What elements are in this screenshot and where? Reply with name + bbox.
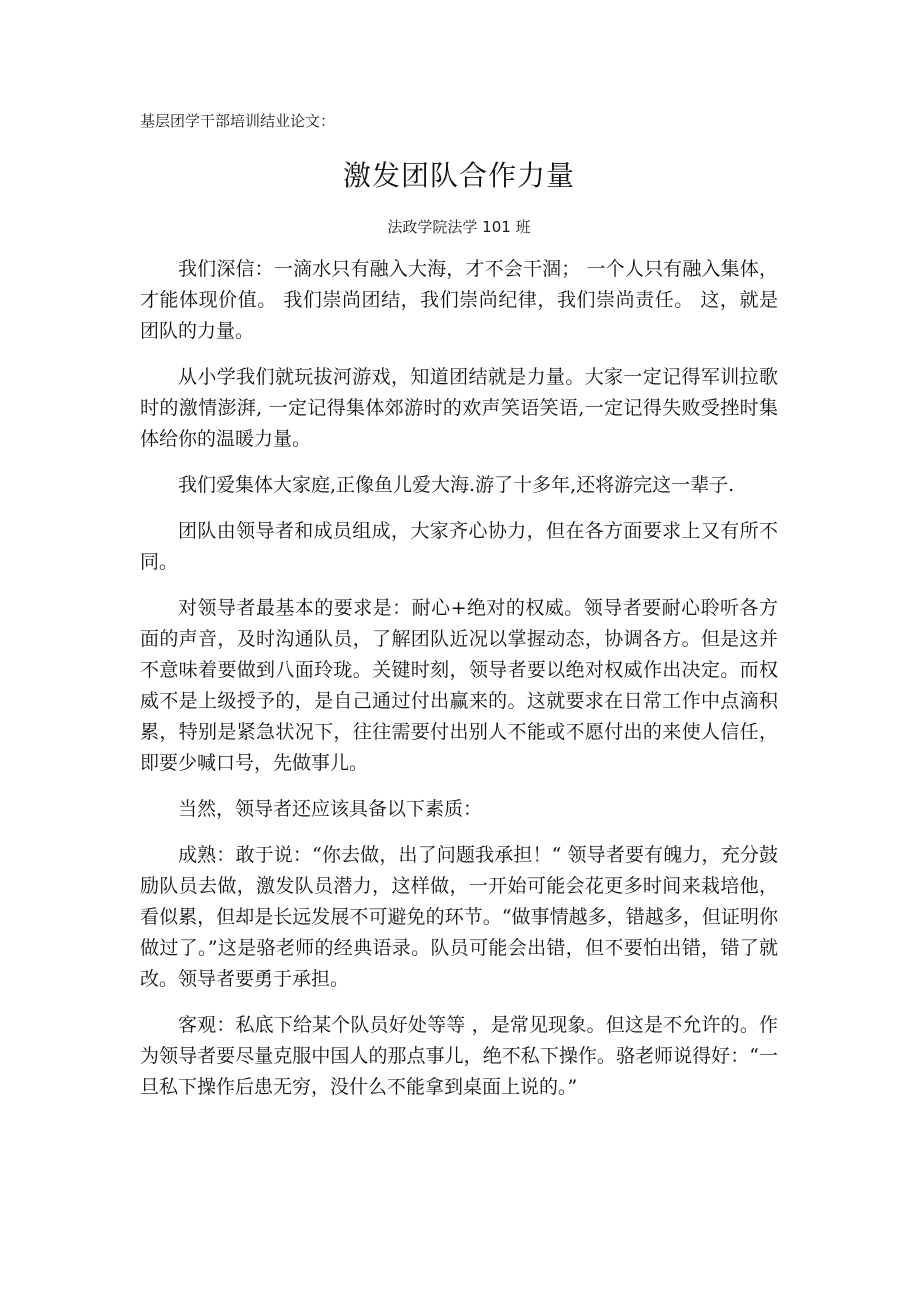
paragraph-2: 从小学我们就玩拔河游戏，知道团结就是力量。大家一定记得军训拉歌时的激情澎湃, 一定记得集体郊游时的欢声笑语笑语,一定记得失败受挫时集体给你的温暖力量。 [140,366,778,450]
paragraph-3: 我们爱集体大家庭,正像鱼儿爱大海.游了十多年,还将游完这一辈子. [178,474,735,496]
document-subtitle: 法政学院法学 101 班 [387,218,531,236]
document-title: 激发团队合作力量 [342,159,575,192]
paragraph-1: 我们深信：一滴水只有融入大海，才不会干涸； 一个人只有融入集体，才能体现价值。 我们崇尚团结，我们崇尚纪律，我们崇尚责任。 这，就是团队的力量。 [140,258,778,342]
paragraph-7: 成熟：敢于说：“你去做，出了问题我承担！“ 领导者要有魄力，充分鼓励队员去做，激发队员潜力，这样做，一开始可能会花更多时间来栽培他，看似累，但却是长远发展不可避免的环节。“做事情越多，错越多，但证明你做过了。”这是骆老师的经典语录。队员可能会出错，但不要怕出错，错了就改。领导者要勇于承担。 [140,844,778,990]
document-page [140,110,778,1118]
paragraph-4: 团队由领导者和成员组成，大家齐心协力，但在各方面要求上又有所不同。 [140,520,778,573]
paragraph-5: 对领导者最基本的要求是：耐心+绝对的权威。领导者要耐心聆听各方面的声音，及时沟通队员，了解团队近况以掌握动态，协调各方。但是这并不意味着要做到八面玲珑。关键时刻，领导者要以绝对权威作出决定。而权威不是上级授予的，是自己通过付出赢来的。这就要求在日常工作中点滴积累，特别是紧急状况下，往往需要付出别人不能或不愿付出的来使人信任，即要少喊口号，先做事儿。 [140,597,778,774]
paragraph-8: 客观：私底下给某个队员好处等等 ，是常见现象。但这是不允许的。作为领导者要尽量克服中国人的那点事儿，绝不私下操作。骆老师说得好：“一旦私下操作后患无穷，没什么不能拿到桌面上说的。” [140,1014,778,1098]
paragraph-6: 当然，领导者还应该具备以下素质： [178,798,483,820]
document-label: 基层团学干部培训结业论文： [140,112,336,130]
